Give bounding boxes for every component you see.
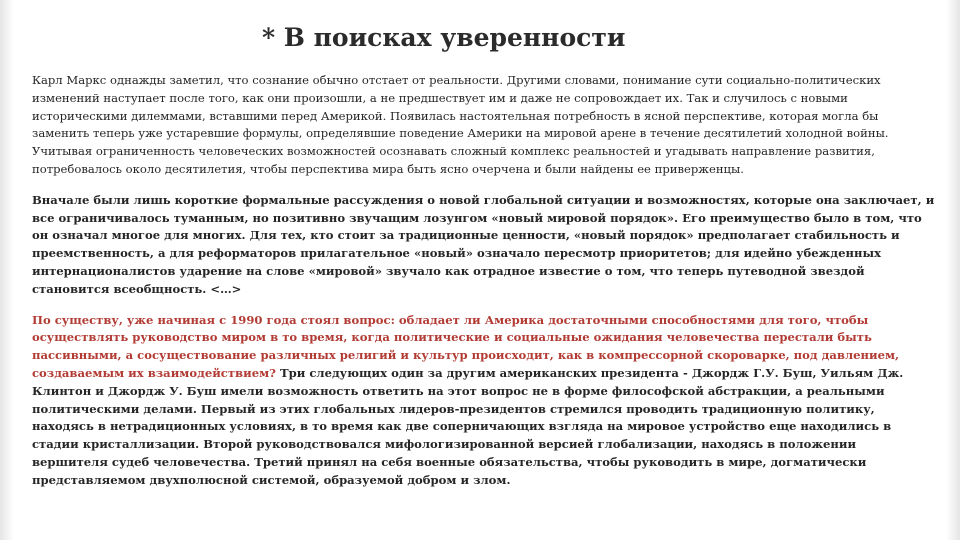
left-edge-shadow <box>0 0 14 540</box>
paragraph-presidents <box>32 312 936 490</box>
paragraph-marx: Карл Маркс однажды заметил, что сознание обычно отстает от реальности. Другими словами, понимание сути социально-политических изменений наступает после того, как они произошли, а не предшествует им и даже не сопровождает их. Так и случилось с новыми историческими дилеммами, вставшими перед Америкой. Появилась настоятельная потребность в ясной перспективе, которая могла бы заменить теперь уже устаревшие формулы, определявшие поведение Америки на мировой арене в течение десятилетий холодной войны. Учитывая ограниченность человеческих возможностей осознавать сложный комплекс реальностей и угадывать направление развития, потребовалось около десятилетия, чтобы перспектива мира быть ясно очерчена и были найдены ее приверженцы. <box>32 73 889 176</box>
slide-title: * В поисках уверенности <box>262 23 626 52</box>
right-edge-shadow <box>946 0 960 540</box>
paragraph-new-world-order: Вначале были лишь короткие формальные рассуждения о новой глобальной ситуации и возможностях, которые она заключает, и все ограничивалось туманным, но позитивно звучащим лозунгом «новый мировой порядок». Его преимущество было в том, что он означал многое для многих. Для тех, кто стоит за традиционные ценности, «новый порядок» предполагает стабильность и преемственность, а для реформаторов прилагательное «новый» означало пересмотр приоритетов; для идейно убежденных интернационалистов ударение на слове «мировой» звучало как отрадное известие о том, что теперь путеводной звездой становится всеобщность. <…> <box>32 192 935 296</box>
highlighted-question: По существу, уже начиная с 1990 года стоял вопрос: обладает ли Америка достаточными способностями для того, чтобы осуществлять руководство миром в то время, когда политические и социальные ожидания человечества перестали быть пассивными, а сосуществование различных религий и культур происходит, как в компрессорной скороварке, под давлением, создаваемым их взаимодействием? <box>32 312 900 380</box>
slide-body <box>32 72 936 490</box>
paragraph-presidents-rest: Три следующих один за другим американских президента - Джордж Г.У. Буш, Уильям Дж. Клинтон и Джордж У. Буш имели возможность ответить на этот вопрос не в форме философской абстракции, а реальными политическими делами. Первый из этих глобальных лидеров-президентов стремился проводить традиционную политику, находясь в нетрадиционных условиях, в то время как две соперничающих взгляда на мировое устройство еще находились в стадии кристаллизации. Второй руководствовался мифологизированной версией глобализации, находясь в положении вершителя судеб человечества. Третий принял на себя военные обязательства, чтобы руководить в мире, догматически представляемом двухполюсной системой, образуемой добром и злом. <box>32 365 904 487</box>
